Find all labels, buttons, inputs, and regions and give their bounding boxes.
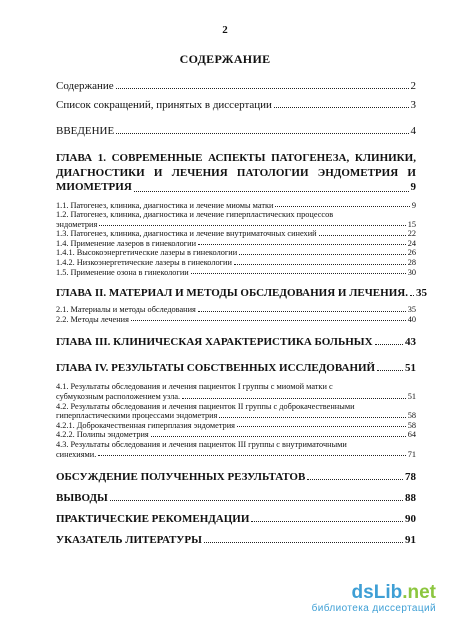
- toc-entry-label: 2.1. Материалы и методы обследования: [56, 305, 196, 315]
- toc-entry-page: 3: [410, 99, 416, 111]
- toc-entry-page: 58: [407, 420, 416, 430]
- toc-entry-label: 1.3. Патогенез, клиника, диагностика и лечение внутриматочных синехий: [56, 229, 317, 239]
- toc-entry-label: 4.1. Результаты обследования и лечения пациенток I группы с миомой матки с: [56, 382, 333, 392]
- toc-section-1-5[interactable]: [56, 268, 416, 278]
- toc-section-1-4-1[interactable]: [56, 248, 416, 258]
- toc-entry-abbreviations[interactable]: [56, 99, 416, 111]
- dot-leader: [204, 542, 403, 543]
- toc-entry-label: ВЫВОДЫ: [56, 492, 108, 505]
- dot-leader: [198, 244, 406, 245]
- toc-section-2-2[interactable]: [56, 315, 416, 325]
- dot-leader: [239, 254, 406, 255]
- logo-wordmark: [312, 583, 436, 603]
- toc-entry-label: ВВЕДЕНИЕ: [56, 125, 115, 137]
- toc-section-1-1[interactable]: [56, 201, 416, 211]
- toc-entry-label: 1.4. Применение лазеров в гинекологии: [56, 238, 197, 248]
- dot-leader: [274, 107, 409, 108]
- toc-entry-label: УКАЗАТЕЛЬ ЛИТЕРАТУРЫ: [56, 534, 202, 547]
- toc-entry-label: 1.1. Патогенез, клиника, диагностика и лечение миомы матки: [56, 200, 274, 210]
- dot-leader: [219, 417, 405, 418]
- word: ЛЕЧЕНИЯ: [171, 166, 228, 179]
- toc-entry-label: 4.2.1. Доброкачественная гиперплазия эндометрия: [56, 420, 235, 430]
- logo-brand: dsLib: [351, 582, 403, 603]
- chapter-1-line-1: [56, 151, 416, 166]
- chapter-1-line-2: [56, 166, 416, 181]
- toc-entry-page: 4: [410, 125, 416, 137]
- word: ЭНДОМЕТРИЯ: [317, 166, 399, 179]
- dot-leader: [377, 370, 403, 371]
- toc-section-4-3[interactable]: [56, 440, 416, 459]
- toc-entry-label-cont: гиперпластическими процессами эндометрия: [56, 411, 218, 421]
- dslib-watermark-logo: [312, 583, 436, 614]
- dot-leader: [116, 133, 408, 134]
- toc-entry-page: 35: [407, 305, 416, 315]
- toc-entry-page: 91: [405, 534, 416, 547]
- toc-entry-label: 4.2. Результаты обследования и лечения пациенток II группы с доброкачественными: [56, 401, 355, 411]
- toc-entry-label: 1.4.2. Низкоэнергетические лазеры в гинекологии: [56, 258, 232, 268]
- toc-chapter-1[interactable]: [56, 151, 416, 195]
- toc-entry-page: 24: [407, 238, 416, 248]
- toc-entry-label: ГЛАВА II. МАТЕРИАЛ И МЕТОДЫ ОБСЛЕДОВАНИЯ И ЛЕЧЕНИЯ.: [56, 287, 408, 300]
- toc-entry-page: 15: [407, 219, 416, 229]
- dot-leader: [237, 426, 406, 427]
- dot-leader: [251, 521, 403, 522]
- toc-entry-label: ОБСУЖДЕНИЕ ПОЛУЧЕННЫХ РЕЗУЛЬТАТОВ: [56, 471, 306, 484]
- word: И: [153, 166, 163, 179]
- chapter-1-sections: [56, 201, 416, 278]
- toc-recommendations[interactable]: [56, 513, 416, 525]
- dot-leader: [275, 206, 409, 207]
- toc-entry-introduction[interactable]: [56, 125, 416, 137]
- toc-section-4-2-1[interactable]: [56, 421, 416, 431]
- word: ГЛАВА: [56, 152, 93, 164]
- toc-entry-page: 35: [415, 287, 427, 300]
- toc-list: [56, 76, 427, 547]
- toc-entry-label: Содержание: [56, 80, 114, 92]
- toc-section-4-1[interactable]: [56, 382, 416, 401]
- dot-leader: [182, 398, 406, 399]
- logo-tagline: библиотека диссертаций: [311, 603, 436, 614]
- toc-section-4-2[interactable]: [56, 402, 416, 421]
- toc-section-1-4-2[interactable]: [56, 258, 416, 268]
- toc-references[interactable]: [56, 534, 416, 546]
- chapter-2-sections: [56, 305, 416, 324]
- chapter-4-sections: [56, 382, 416, 459]
- word: ПАТОГЕНЕЗА,: [271, 152, 350, 164]
- word: КЛИНИКИ,: [354, 152, 416, 164]
- toc-entry-label: 1.4.1. Высокоэнергетические лазеры в гинекологии: [56, 248, 238, 258]
- toc-entry-page: 30: [407, 267, 416, 277]
- word: И: [407, 166, 416, 179]
- toc-entry-label: 4.3. Результаты обследования и лечения пациенток III группы с внутриматочными: [56, 440, 347, 449]
- toc-entry-label: 1.5. Применение озона в гинекологии: [56, 267, 189, 277]
- dot-leader: [410, 295, 414, 296]
- dot-leader: [319, 235, 406, 236]
- toc-entry-page: 51: [407, 392, 416, 402]
- toc-entry-page: 78: [405, 471, 416, 484]
- toc-entry-label-cont: эндометрия: [56, 219, 98, 229]
- dot-leader: [151, 436, 406, 437]
- toc-discussion[interactable]: [56, 471, 416, 483]
- dot-leader: [116, 88, 409, 89]
- dot-leader: [198, 311, 406, 312]
- toc-entry-label: 4.2.2. Полипы эндометрия: [56, 430, 149, 440]
- toc-section-1-3[interactable]: [56, 229, 416, 239]
- toc-entry-page: 90: [405, 513, 416, 526]
- toc-entry-page: 2: [410, 80, 416, 92]
- toc-entry-label-cont: субмукозным расположением узла.: [56, 392, 181, 402]
- toc-section-1-2[interactable]: [56, 210, 416, 229]
- toc-entry-page: 71: [407, 449, 416, 459]
- toc-entry-label: МИОМЕТРИЯ: [56, 181, 132, 193]
- toc-entry-label: ГЛАВА IV. РЕЗУЛЬТАТЫ СОБСТВЕННЫХ ИССЛЕДОВАНИЙ: [56, 362, 376, 375]
- toc-entry-label-cont: синехиями.: [56, 449, 97, 459]
- toc-entry-contents[interactable]: [56, 80, 416, 92]
- dot-leader: [234, 264, 406, 265]
- dot-leader: [375, 344, 403, 345]
- dot-leader: [98, 455, 405, 456]
- word: ПАТОЛОГИИ: [236, 166, 309, 179]
- toc-chapter-4[interactable]: [56, 362, 416, 374]
- toc-chapter-3[interactable]: [56, 336, 416, 348]
- toc-entry-label: ГЛАВА III. КЛИНИЧЕСКАЯ ХАРАКТЕРИСТИКА БОЛЬНЫХ: [56, 336, 373, 349]
- toc-section-1-4[interactable]: [56, 239, 416, 249]
- toc-conclusions[interactable]: [56, 492, 416, 504]
- toc-entry-page: 9: [410, 181, 416, 193]
- dot-leader: [131, 320, 406, 321]
- logo-domain: .net: [402, 582, 436, 603]
- toc-entry-label: ПРАКТИЧЕСКИЕ РЕКОМЕНДАЦИИ: [56, 513, 250, 526]
- toc-entry-page: 64: [407, 430, 416, 440]
- toc-entry-label: 1.2. Патогенез, клиника, диагностика и лечение гиперпластических процессов: [56, 210, 334, 220]
- dot-leader: [99, 225, 405, 226]
- page-number: 2: [222, 24, 228, 36]
- word: СОВРЕМЕННЫЕ: [111, 152, 203, 164]
- toc-entry-page: 51: [405, 362, 416, 375]
- word: 1.: [97, 152, 106, 164]
- toc-entry-page: 22: [407, 229, 416, 239]
- toc-entry-page: 58: [407, 411, 416, 421]
- toc-title: СОДЕРЖАНИЕ: [179, 52, 271, 66]
- word: ДИАГНОСТИКИ: [56, 166, 145, 179]
- dot-leader: [307, 479, 403, 480]
- toc-entry-label: Список сокращений, принятых в диссертации: [56, 99, 272, 111]
- toc-entry-page: 43: [405, 336, 416, 349]
- toc-chapter-2[interactable]: [56, 287, 427, 300]
- toc-entry-page: 9: [411, 200, 416, 210]
- toc-entry-page: 88: [405, 492, 416, 505]
- toc-section-2-1[interactable]: [56, 305, 416, 315]
- word: АСПЕКТЫ: [208, 152, 266, 164]
- toc-entry-page: 28: [407, 258, 416, 268]
- toc-entry-page: 40: [407, 314, 416, 324]
- dot-leader: [110, 500, 403, 501]
- dot-leader: [191, 273, 406, 274]
- toc-section-4-2-2[interactable]: [56, 430, 416, 440]
- chapter-1-line-3: [56, 180, 416, 195]
- toc-entry-page: 26: [407, 248, 416, 258]
- dot-leader: [134, 191, 409, 192]
- toc-entry-label: 2.2. Методы лечения: [56, 314, 129, 324]
